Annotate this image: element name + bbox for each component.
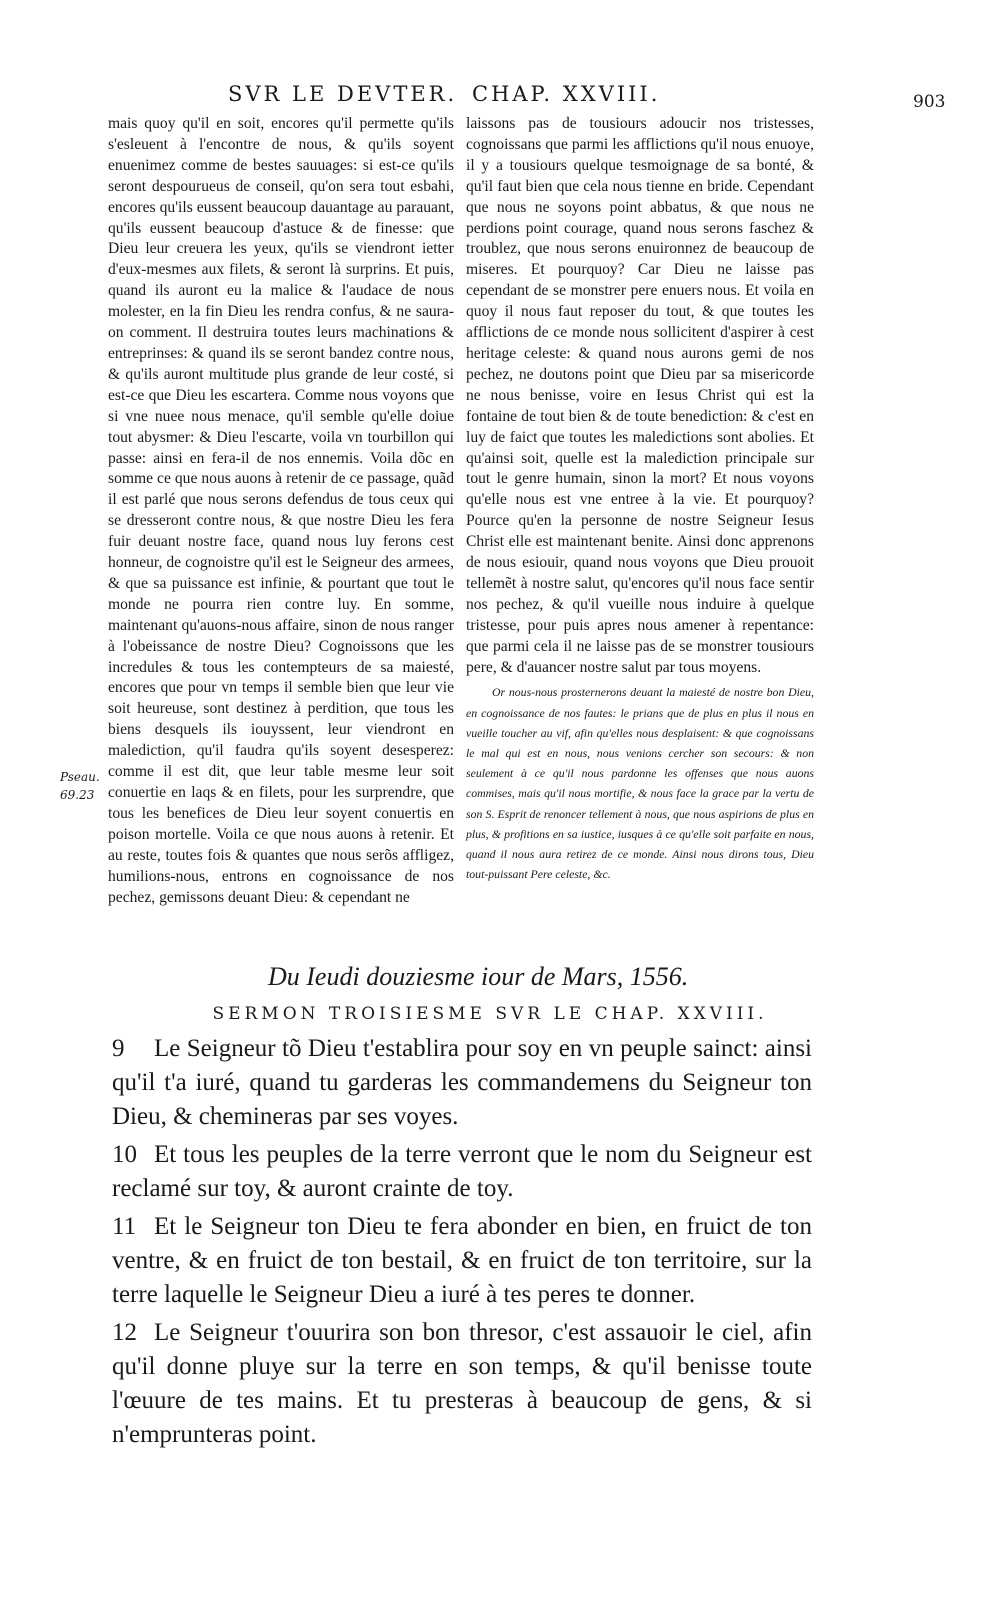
verse-number: 10 [112, 1141, 137, 1168]
verse-number: 12 [112, 1319, 137, 1346]
running-head-left: SVR LE DEVTER. [228, 82, 458, 106]
left-column-text: mais quoy qu'il en soit, encores qu'il permette qu'ils s'esleuent à l'encontre de nous, & qu'ils soyent enuenimez comme de bestes sauuages: si est-ce qu'ils seront despourueus de conseil, qu'on sera tout esbahi, encores qu'ils eussent beaucoup dauantage au parauant, qu'ils eussent beaucoup d'astuce & de finesse: que Dieu leur creuera les yeux, qu'ils se viendront ietter d'eux-mesmes aux filets, & seront là surprins. Et puis, quand ils auront eu la malice & l'audace de nous molester, en la fin Dieu les rendra confus, & ne saura-on comment. Il destruira toutes leurs machinations & entreprinses: & quand ils se seront bandez contre nous, & qu'ils auront multitude plus grande de leur costé, si est-ce que Dieu les escartera. Comme nous voyons que si vne nuee nous menace, qu'il semble qu'elle doiue tout abysmer: & Dieu l'escarte, voila vn tourbillon qui passe: ainsi en fera-il de nos ennemis. Voila dõc en somme ce que nous auons à retenir de ce passage, quãd il est parlé que nous serons defendus de tous ceux qui se dresseront contre nous, & que nostre Dieu les fera fuir deuant nostre face, quand nous luy ferons cest honneur, de cognoistre qu'il est le Seigneur des armees, & que sa puissance est infinie, & pourtant que tout le monde ne pourra rien contre luy. En somme, maintenant qu'auons-nous affaire, sinon de nous ranger à l'obeissance de nostre Dieu? Cognoissons que les incredules & tous les contempteurs de sa maiesté, encores que pour vn temps il semble bien que leur vie soit heureuse, sont destinez à perdition, que tous les biens desquels ils iouyssent, leur viendront en malediction, qu'il faudra qu'ils soyent desesperez: comme il est dit, que leur table mesme leur soit conuertie en laqs & en filets, pour les surprendre, que tous les benefices de Dieu leur soyent conuertis en poison mortelle. Voila ce que nous auons à retenir. Et au reste, toutes fois & quantes que nous serõs affligez, humilions-nous, entrons en cognoissance de nos pechez, gemissons deuant Dieu: & cependant ne [108, 115, 454, 906]
verse [112, 1138, 812, 1206]
verse-text: Le Seigneur tõ Dieu t'establira pour soy en vn peuple sainct: ainsi qu'il t'a iuré, quand tu garderas les commandemens du Seigneur ton Dieu, & chemineras par ses voyes. [112, 1035, 812, 1130]
page-number: 903 [913, 92, 946, 112]
right-column-text: laissons pas de tousiours adoucir nos tristesses, cognoissans que parmi les afflictions qu'il nous enuoye, il y a tousiours quelque tesmoignage de sa bonté, & qu'il faut bien que cela nous tienne en bride. Cependant que nous ne soyons point abbatus, & que nous ne perdions point courage, quand nous serons faschez & troublez, que nous serons enuironnez de beaucoup de miseres. Et pourquoy? Car Dieu ne laisse pas cependant de se monstrer pere enuers nous. Et voila en quoy il nous faut reposer du tout, & que toutes les afflictions de ce monde nous sollicitent d'aspirer à cest heritage celeste: & quand nous aurons gemi de nos pechez, ne doutons point que Dieu par sa misericorde ne nous benisse, voire en Iesus Christ qui est la fontaine de tout bien & de toute benediction: & c'est en luy de faict que toutes les maledictions sont abolies. Et qu'ainsi soit, quelle est la malediction principale sur tout le genre humain, sinon la mort? Et nous voyons qu'elle nous est vne entree à la vie. Et pourquoy? Pource qu'en la personne de nostre Seigneur Iesus Christ elle est maintenant benite. Ainsi donc apprenons de nous esiouir, quand nous voyons que Dieu prouoit tellemẽt à nostre salut, qu'encores qu'il nous face sentir nos pechez, & qu'il vueille nous induire à quelque tristesse, pour puis apres nous amener à repentance: que parmi cela il ne laisse pas de se monstrer tousiours pere, & d'auancer nostre salut par tous moyens. [466, 115, 814, 676]
verse [112, 1032, 812, 1134]
running-head-right: CHAP. XXVIII. [472, 82, 661, 106]
closing-prayer: Or nous-nous prosternerons deuant la maiesté de nostre bon Dieu, en cognoissance de nos fautes: le prians que de plus en plus il nous en vueille toucher au vif, afin qu'elles nous desplaisent: & que cognoissans le mal qui est en nous, nous venions cercher son secours: & non seulement à ce qu'il nous pardonne les offenses que nous auons commises, mais qu'il nous mortifie, & nous face la grace par la vertu de son S. Esprit de renoncer tellement à nous, que nous aspirions de plus en plus, & profitions en sa iustice, iusques à ce qu'elle soit parfaite en nous, quand il nous aura retirez de ce monde. Ainsi nous dirons tous, Dieu tout-puissant Pere celeste, &c. [466, 685, 814, 882]
margin-reference-verse: 69.23 [60, 788, 95, 802]
verse [112, 1316, 812, 1452]
sermon-date: Du Ieudi douziesme iour de Mars, 1556. [268, 962, 689, 991]
verse-number: 11 [112, 1213, 137, 1240]
verse-text: Et le Seigneur ton Dieu te fera abonder en bien, en fruict de ton ventre, & en fruict de ton bestail, & en fruict de ton territoire, sur la terre laquelle le Seigneur Dieu a iuré à tes peres te donner. [112, 1213, 812, 1308]
verse-text: Le Seigneur t'ouurira son bon thresor, c'est assauoir le ciel, afin qu'il donne pluye sur la terre en son temps, & qu'il benisse toute l'œuure de tes mains. Et tu presteras à beaucoup de gens, & si n'emprunteras point. [112, 1319, 812, 1448]
scripture-verses [112, 1032, 812, 1456]
margin-reference [60, 768, 104, 804]
verse [112, 1210, 812, 1312]
verse-text: Et tous les peuples de la terre verront que le nom du Seigneur est reclamé sur toy, & auront crainte de toy. [112, 1141, 812, 1202]
left-column [108, 114, 454, 908]
right-column [466, 114, 814, 885]
sermon-title: SERMON TROISIESME SVR LE CHAP. XXVIII. [212, 1004, 768, 1024]
verse-number: 9 [112, 1035, 125, 1062]
margin-reference-book: Pseau. [60, 770, 100, 784]
